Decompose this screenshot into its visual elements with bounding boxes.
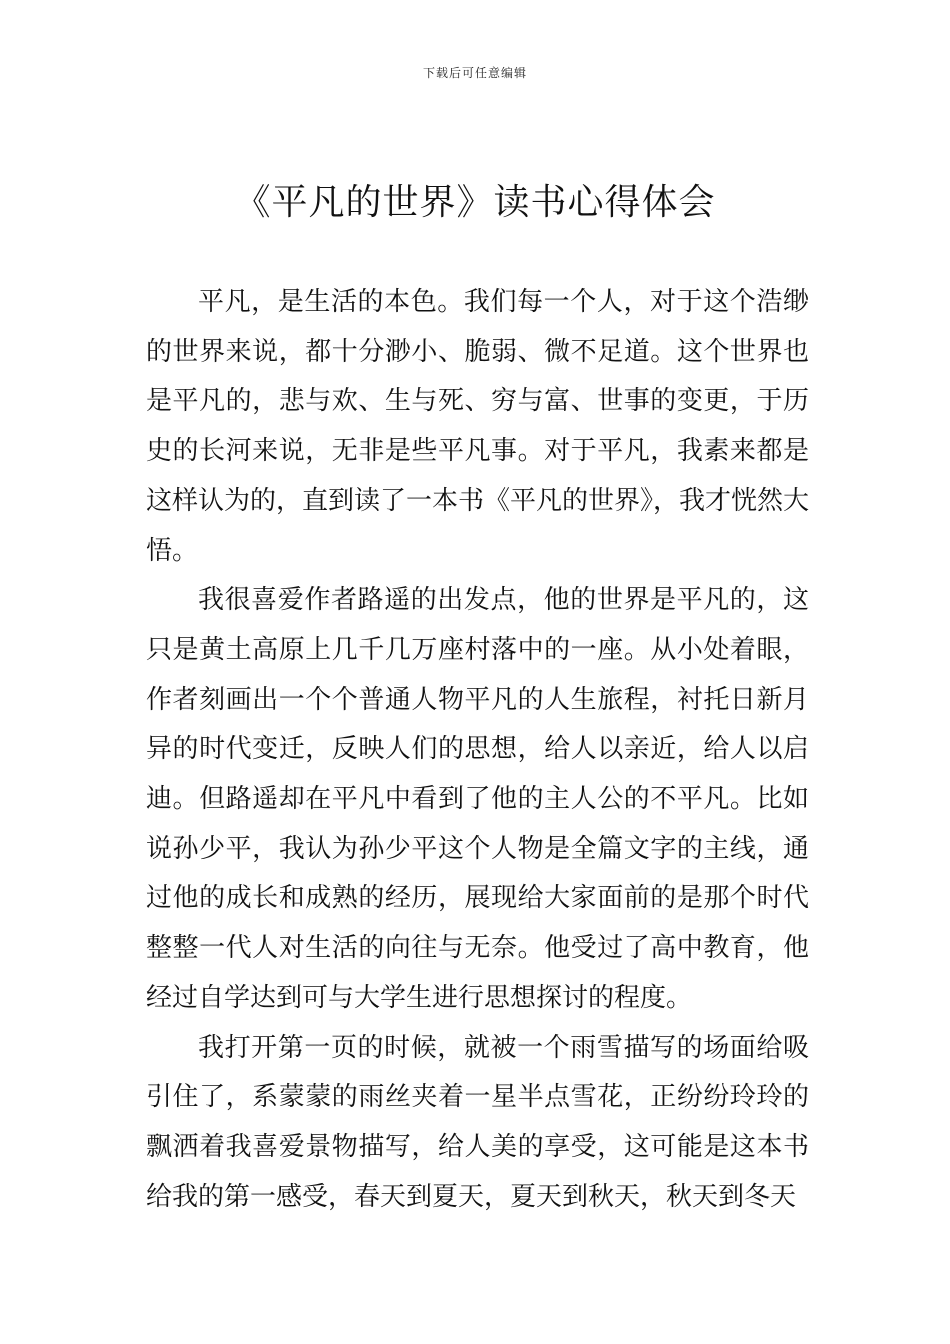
paragraph-1: 平凡，是生活的本色。我们每一个人，对于这个浩缈的世界来说，都十分渺小、脆弱、微不足道。这个世界也是平凡的，悲与欢、生与死、穷与富、世事的变更，于历史的长河来说，无非是些平凡事。对于平凡，我素来都是这样认为的，直到读了一本书《平凡的世界》，我才恍然大悟。 xyxy=(146,287,810,566)
document-body xyxy=(146,278,809,1222)
paragraph-2: 我很喜爱作者路遥的出发点，他的世界是平凡的，这只是黄土高原上几千几万座村落中的一座。从小处着眼，作者刻画出一个个普通人物平凡的人生旅程，衬托日新月异的时代变迁，反映人们的思想，给人以亲近，给人以启迪。但路遥却在平凡中看到了他的主人公的不平凡。比如说孙少平，我认为孙少平这个人物是全篇文字的主线，通过他的成长和成熟的经历，展现给大家面前的是那个时代整整一代人对生活的向往与无奈。他受过了高中教育，他经过自学达到可与大学生进行思想探讨的程度。 xyxy=(146,585,809,1013)
paragraph-3: 我打开第一页的时候，就被一个雨雪描写的场面给吸引住了，系蒙蒙的雨丝夹着一星半点雪花，正纷纷玲玲的飘洒着我喜爱景物描写，给人美的享受，这可能是这本书给我的第一感受，春天到夏天，夏天到秋天，秋天到冬天 xyxy=(146,1032,809,1212)
page-header-note: 下载后可任意编辑 xyxy=(422,66,527,80)
document-title: 《平凡的世界》读书心得体会 xyxy=(234,182,716,223)
